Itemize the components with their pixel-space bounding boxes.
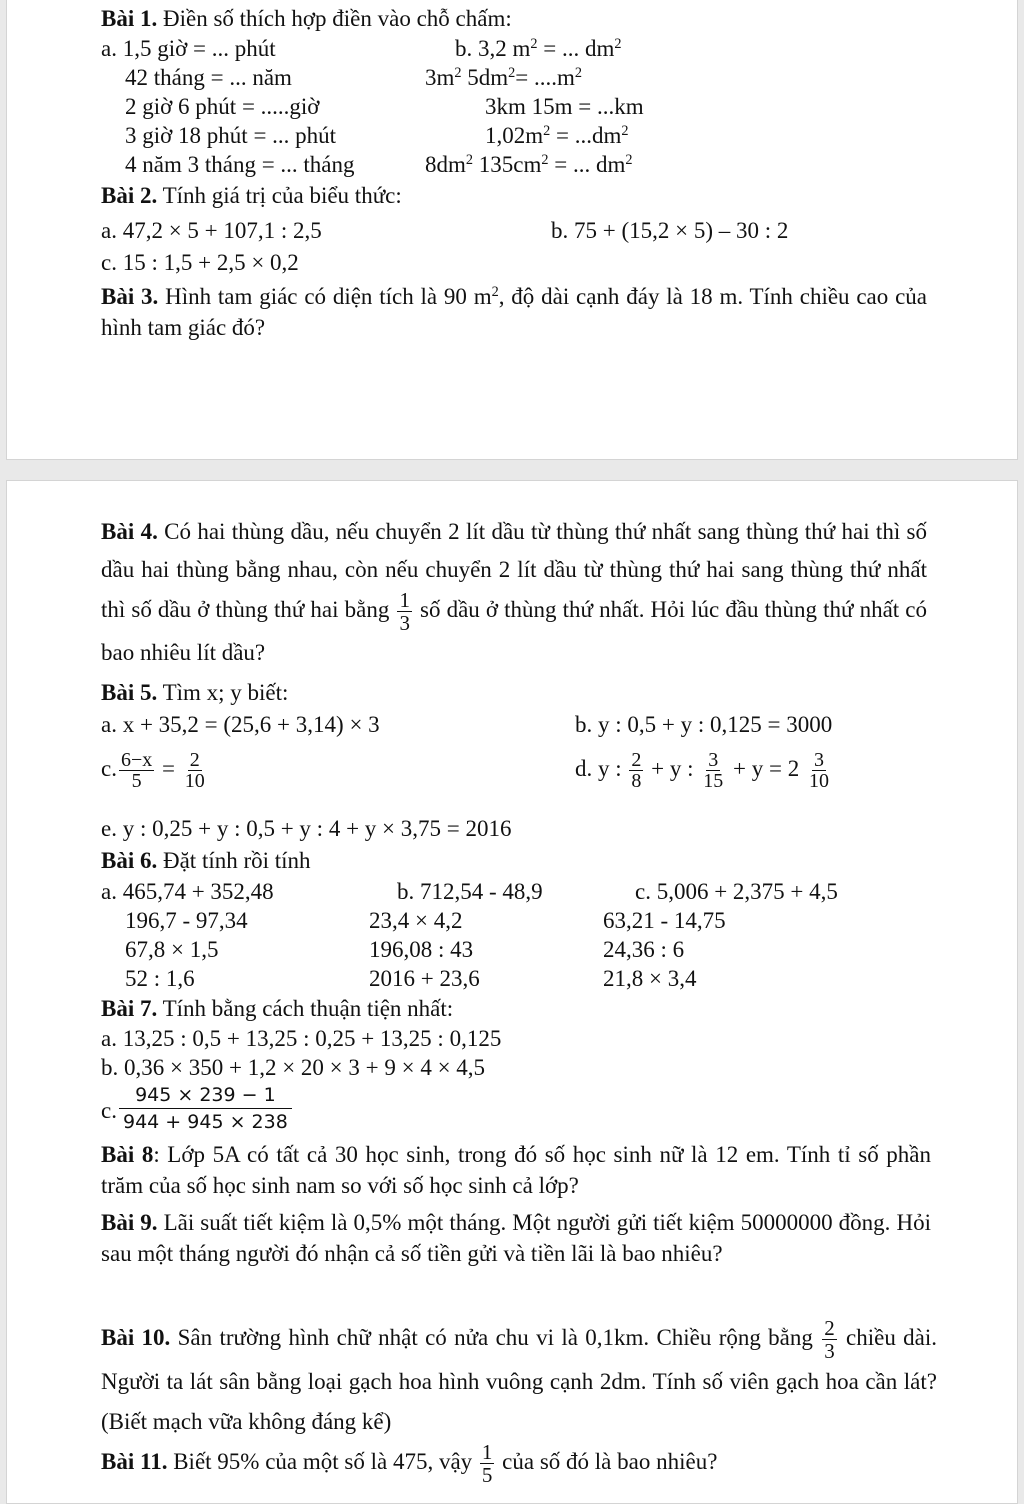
exercise-1-a2: 42 tháng = ... năm — [125, 65, 292, 90]
exercise-1-a1: a. 1,5 giờ = ... phút — [101, 36, 276, 61]
exercise-5-e: e. y : 0,25 + y : 0,5 + y : 4 + y × 3,75 = 2016 — [101, 816, 512, 841]
exercise-label: Bài 11. — [101, 1449, 168, 1474]
exercise-label: Bài 8 — [101, 1142, 154, 1167]
exercise-label: Bài 10. — [101, 1324, 171, 1350]
exercise-9: Bài 9. Lãi suất tiết kiệm là 0,5% một tháng. Một người gửi tiết kiệm 50000000 đồng. Hỏi sau một tháng người đó nhận cả số tiền gửi và tiền lãi là bao nhiêu? — [101, 1210, 931, 1266]
exercise-6-item: c. 5,006 + 2,375 + 4,5 — [635, 879, 838, 904]
exercise-label: Bài 5. — [101, 680, 158, 705]
exercise-1-b5: $8dm^2$ $135cm^2$ = ... $dm^2$ — [425, 152, 633, 177]
exercise-1-heading: Bài 1. Điền số thích hợp điền vào chỗ chấm: — [101, 6, 512, 31]
fraction: $\frac{2}{8}$ — [631, 749, 642, 793]
exercise-1-a4: 3 giờ 18 phút = ... phút — [125, 123, 337, 148]
exercise-2-heading: Bài 2. Tính giá trị của biểu thức: — [101, 183, 402, 208]
fraction-two-thirds: $\frac{2}{3}$ — [824, 1316, 835, 1363]
exercise-label: Bài 2. — [101, 183, 158, 208]
exercise-6-item: b. 712,54 - 48,9 — [397, 879, 543, 904]
exercise-1-b2: $3m^2$ $5dm^2= ....m^2$ — [425, 65, 583, 90]
exercise-6-item: 52 : 1,6 — [125, 966, 195, 991]
exercise-5-heading: Bài 5. Tìm x; y biết: — [101, 680, 289, 705]
exercise-label: Bài 7. — [101, 996, 158, 1021]
exercise-7-b: b. 0,36 × 350 + 1,2 × 20 × 3 + 9 × 4 × 4,5 — [101, 1055, 486, 1080]
fraction: $\frac{3}{15}$ — [703, 749, 724, 793]
worksheet-card-top — [6, 0, 1018, 460]
exercise-label: Bài 1. — [101, 6, 158, 31]
exercise-1-b4: $1,02m^2 = ...dm^2$ — [485, 123, 629, 148]
exercise-5-b: b. y : 0,5 + y : 0,125 = 3000 — [575, 712, 833, 737]
exercise-10: Bài 10. Sân trường hình chữ nhật có nửa chu vi là 0,1km. Chiều rộng bằng $\frac{2}{3}$ chiều dài. Người ta lát sân bằng loại gạch hoa hình vuông cạnh 2dm. Tính số viên gạch hoa cần lát? (Biết mạch vữa không đáng kể) — [101, 1316, 938, 1434]
exercise-1-b3: 3km 15m = ...km — [485, 94, 644, 119]
exercise-8: Bài 8: Lớp 5A có tất cả 30 học sinh, trong đó số học sinh nữ là 12 em. Tính tỉ số phần trăm của số học sinh nam so với số học sinh cả lớp? — [101, 1142, 931, 1198]
exercise-2-a: a. 47,2 × 5 + 107,1 : 2,5 — [101, 218, 322, 243]
exercise-6-item: 67,8 × 1,5 — [125, 937, 219, 962]
exercise-3: Bài 3. Hình tam giác có diện tích là 90 $m^2$, độ dài cạnh đáy là 18 m. Tính chiều cao của hình tam giác đó? — [101, 284, 927, 340]
exercise-6-item: 63,21 - 14,75 — [603, 908, 726, 933]
exercise-2-c: c. 15 : 1,5 + 2,5 × 0,2 — [101, 250, 299, 275]
exercise-1-a5: 4 năm 3 tháng = ... tháng — [125, 152, 355, 177]
exercise-2-b: b. 75 + (15,2 × 5) – 30 : 2 — [551, 218, 789, 243]
exercise-6-item: 21,8 × 3,4 — [603, 966, 697, 991]
fraction: $\frac{3}{10}$ — [808, 749, 829, 793]
exercise-6-heading: Bài 6. Đặt tính rồi tính — [101, 848, 311, 873]
exercise-7-c-fraction: 945 × 239 − 1 944 + 945 × 238 — [119, 1084, 292, 1133]
fraction: $\frac{6-x}{5}$ — [120, 749, 153, 793]
exercise-6-item: 196,08 : 43 — [369, 937, 474, 962]
exercise-1-a3: 2 giờ 6 phút = .....giờ — [125, 94, 320, 119]
exercise-label: Bài 6. — [101, 848, 158, 873]
exercise-label: Bài 4. — [101, 519, 158, 544]
exercise-11: Bài 11. Biết 95% của một số là 475, vậy $\frac{1}{5}$ của số đó là bao nhiêu? — [101, 1440, 718, 1488]
exercise-5-c: c. $\frac{6-x}{5}$ = $\frac{2}{10}$ — [101, 749, 205, 793]
exercise-6-item: 196,7 - 97,34 — [125, 908, 248, 933]
exercise-6-item: 24,36 : 6 — [603, 937, 685, 962]
exercise-6-item: 23,4 × 4,2 — [369, 908, 463, 933]
exercise-4: Bài 4. Có hai thùng dầu, nếu chuyển 2 lít dầu từ thùng thứ nhất sang thùng thứ hai thì số dầu hai thùng bằng nhau, còn nếu chuyển 2 lít dầu từ thùng thứ hai sang thùng thứ nhất thì số dầu ở thùng thứ hai bằng $\frac{1}{3}$ số dầu ở thùng thứ nhất. Hỏi lúc đầu thùng thứ nhất có bao nhiêu lít dầu? — [101, 519, 928, 665]
exercise-label: Bài 3. — [101, 284, 159, 309]
exercise-7-a: a. 13,25 : 0,5 + 13,25 : 0,25 + 13,25 : 0,125 — [101, 1026, 502, 1051]
worksheet-card-bottom — [6, 480, 1018, 1504]
fraction-one-third: $\frac{1}{3}$ — [399, 588, 410, 635]
exercise-6-item: a. 465,74 + 352,48 — [101, 879, 274, 904]
exercise-1-b1: b. 3,2 $m^2$ = ... $dm^2$ — [455, 36, 622, 61]
exercise-5-d: d. y : $\frac{2}{8}$ + y : $\frac{3}{15}$ + y = 2 $\frac{3}{10}$ — [575, 749, 829, 793]
exercise-7-c-label: c. — [101, 1098, 117, 1123]
exercise-label: Bài 9. — [101, 1210, 158, 1235]
fraction: $\frac{2}{10}$ — [184, 749, 205, 793]
fraction-one-fifth: $\frac{1}{5}$ — [481, 1440, 493, 1488]
exercise-5-a: a. x + 35,2 = (25,6 + 3,14) × 3 — [101, 712, 380, 737]
exercise-7-heading: Bài 7. Tính bằng cách thuận tiện nhất: — [101, 996, 454, 1021]
exercise-6-item: 2016 + 23,6 — [369, 966, 480, 991]
